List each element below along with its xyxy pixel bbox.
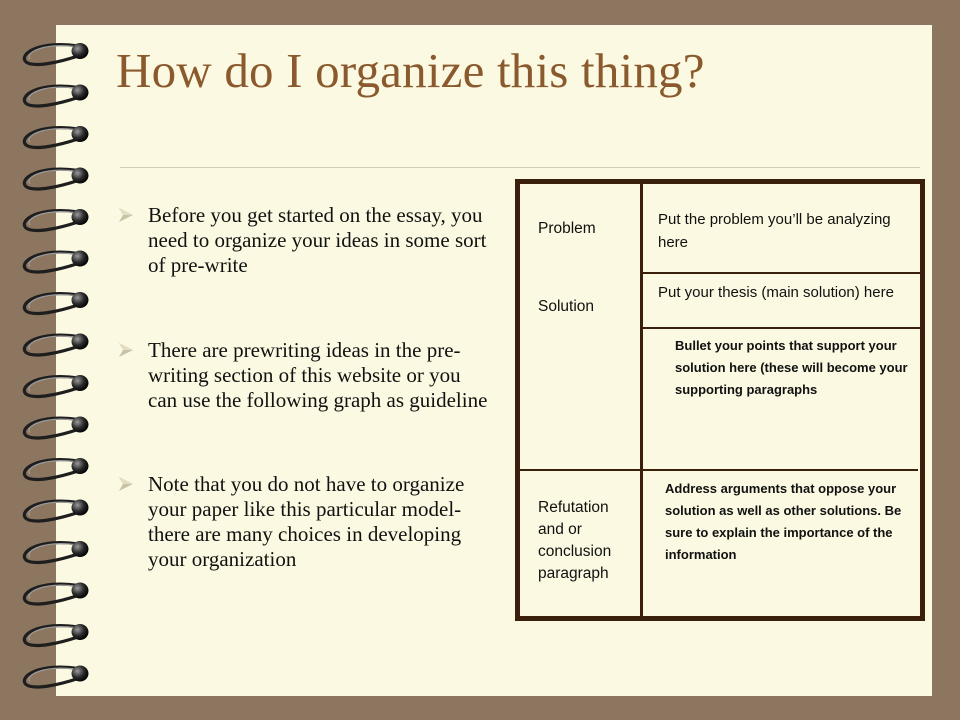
bullet-arrow-icon <box>118 206 134 224</box>
row-divider <box>643 272 925 274</box>
bullet-item <box>118 203 490 278</box>
bullet-arrow-icon <box>118 475 134 493</box>
spiral-binding-icon <box>0 0 110 720</box>
row-divider <box>520 469 918 471</box>
row-content-solution: Put your thesis (main solution) here <box>658 284 894 301</box>
bullet-item <box>118 472 490 572</box>
row-label-problem: Problem <box>538 220 596 237</box>
bullet-text: Note that you do not have to organize your paper like this particular model- there are many choices in developing your organization <box>148 472 465 571</box>
row-label-solution: Solution <box>538 298 595 315</box>
column-divider <box>640 184 643 616</box>
bullet-text: There are prewriting ideas in the pre-writing section of this website or you can use the following graph as guideline <box>148 338 488 412</box>
bullet-item <box>118 338 490 413</box>
bullet-text: Before you get started on the essay, you need to organize your ideas in some sort of pre-write <box>148 203 487 277</box>
row-content-problem: Put the problem you’ll be analyzing here <box>658 211 891 251</box>
row-content-refutation: Address arguments that oppose your solution as well as other solutions. Be sure to explain the importance of the information <box>665 481 902 562</box>
row-divider <box>643 327 925 329</box>
row-content-supporting-points: Bullet your points that support your solution here (these will become your supporting paragraphs <box>675 338 908 397</box>
row-label-refutation: Refutation and or conclusion paragraph <box>538 499 612 582</box>
bullet-arrow-icon <box>118 341 134 359</box>
title-divider <box>120 167 920 168</box>
page-title: How do I organize this thing? <box>116 43 705 98</box>
organizer-table <box>515 179 925 621</box>
